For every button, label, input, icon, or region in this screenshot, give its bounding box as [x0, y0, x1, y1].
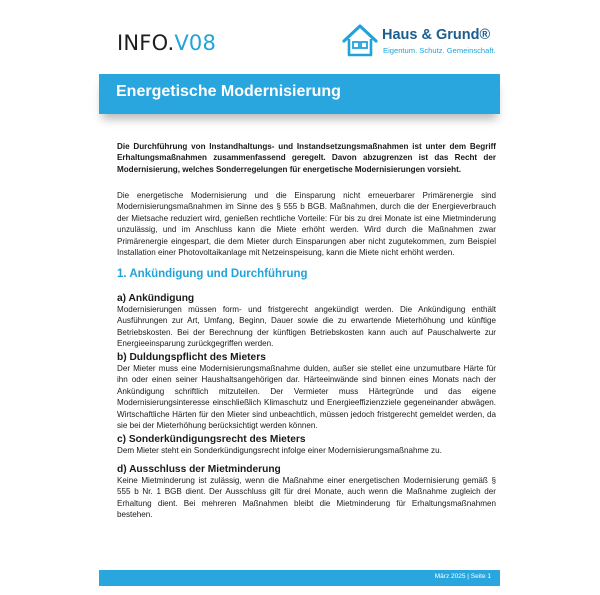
- subsection-heading: a) Ankündigung: [117, 293, 195, 304]
- logo-brand-name: Haus & Grund®: [382, 27, 491, 43]
- subsection-toleration-duty: [117, 352, 496, 431]
- subsection-text: Dem Mieter steht ein Sonderkündigungsrecht infolge einer Modernisierungsmaßnahme zu.: [117, 446, 442, 455]
- subsection-rent-reduction-exclusion: [117, 464, 496, 521]
- subsection-text: Keine Mietminderung ist zulässig, wenn die Maßnahme einer energetischen Modernisierung gemäß § 555 b Nr. 1 BGB dient. Der Ausschluss gilt für drei Monate, auch wenn die Maßnahme zugleich der Erhaltung dient. Bei mehreren Maßnahmen bleibt die Mietminderung für Erhaltungsmaßnahmen bestehen.: [117, 476, 496, 520]
- footer-bar: [99, 570, 500, 586]
- intro-paragraph: Die energetische Modernisierung und die Einsparung nicht erneuerbarer Primärenergie sind Modernisierungsmaßnahmen im Sinne des § 555 b BGB. Maßnahmen, durch die der Energieverbrauch der Mietsache reduziert wird, genießen rechtliche Vorteile: Für bis zu drei Monate ist eine Mietminderung unzulässig, und im Anschluss kann die Miete erhöht werden. Wird durch die Maßnahmen zwar Primärenergie eingespart, die dem Mieter durch Einsparungen aber nicht zugutekommen, zum Beispiel Installation einer Photovoltaikanlage mit Netzeinspeisung, kann die Miete nicht erhöht werden.: [117, 191, 496, 258]
- subsection-heading: c) Sonderkündigungsrecht des Mieters: [117, 434, 306, 445]
- page-info: März 2025 | Seite 1: [434, 573, 491, 580]
- logo-tagline: Eigentum. Schutz. Gemeinschaft.: [383, 46, 496, 55]
- document-id-prefix: INFO.: [117, 31, 175, 55]
- title-banner: [99, 74, 500, 114]
- intro-lead-paragraph: Die Durchführung von Instandhaltungs- und Instandsetzungsmaßnahmen ist unter dem Begriff Erhaltungsmaßnahmen zusammenfassend geregelt. Davon abzugrenzen ist das Recht der Modernisierung, welches Sonderregelungen für energetische Modernisierungen vorsieht.: [117, 142, 496, 174]
- subsection-heading: d) Ausschluss der Mietminderung: [117, 464, 281, 475]
- document-id: [117, 31, 216, 55]
- section-heading: 1. Ankündigung und Durchführung: [117, 268, 308, 280]
- haus-und-grund-logo: [340, 20, 500, 64]
- house-roof-icon: [340, 20, 380, 60]
- subsection-text: Modernisierungen müssen form- und fristgerecht angekündigt werden. Die Ankündigung enthält Ausführungen zur Art, Umfang, Beginn, Dauer sowie die zu erwartende Mieterhöhung und künftige Betriebskosten. Bei der Berechnung der künftigen Betriebskosten kann auch auf Pauschalwerte zur Energieeinsparung zurückgegriffen werden.: [117, 305, 496, 349]
- page-title: Energetische Modernisierung: [116, 83, 341, 100]
- subsection-announcement: [117, 293, 496, 350]
- subsection-heading: b) Duldungspflicht des Mieters: [117, 352, 266, 363]
- document-id-suffix: V08: [174, 31, 217, 55]
- subsection-special-termination: [117, 434, 496, 456]
- subsection-text: Der Mieter muss eine Modernisierungsmaßnahme dulden, außer sie stellet eine unzumutbare Härte für ihn oder einen seiner Haushaltsangehörigen dar. Härteeinwände sind binnen eines Monats nach der Ankündigung schriftlich mitzuteilen. Der Vermieter muss Härtegründe und das eigene Modernisierungsinteresse einschließlich Klimaschutz und Energieeffizienzziele gegeneinander abwägen. Wirtschaftliche Härten für den Mieter sind unbeachtlich, müssen jedoch fristgerecht gemeldet werden, da sie bei der Mieterhöhung berücksichtigt werden können.: [117, 364, 496, 431]
